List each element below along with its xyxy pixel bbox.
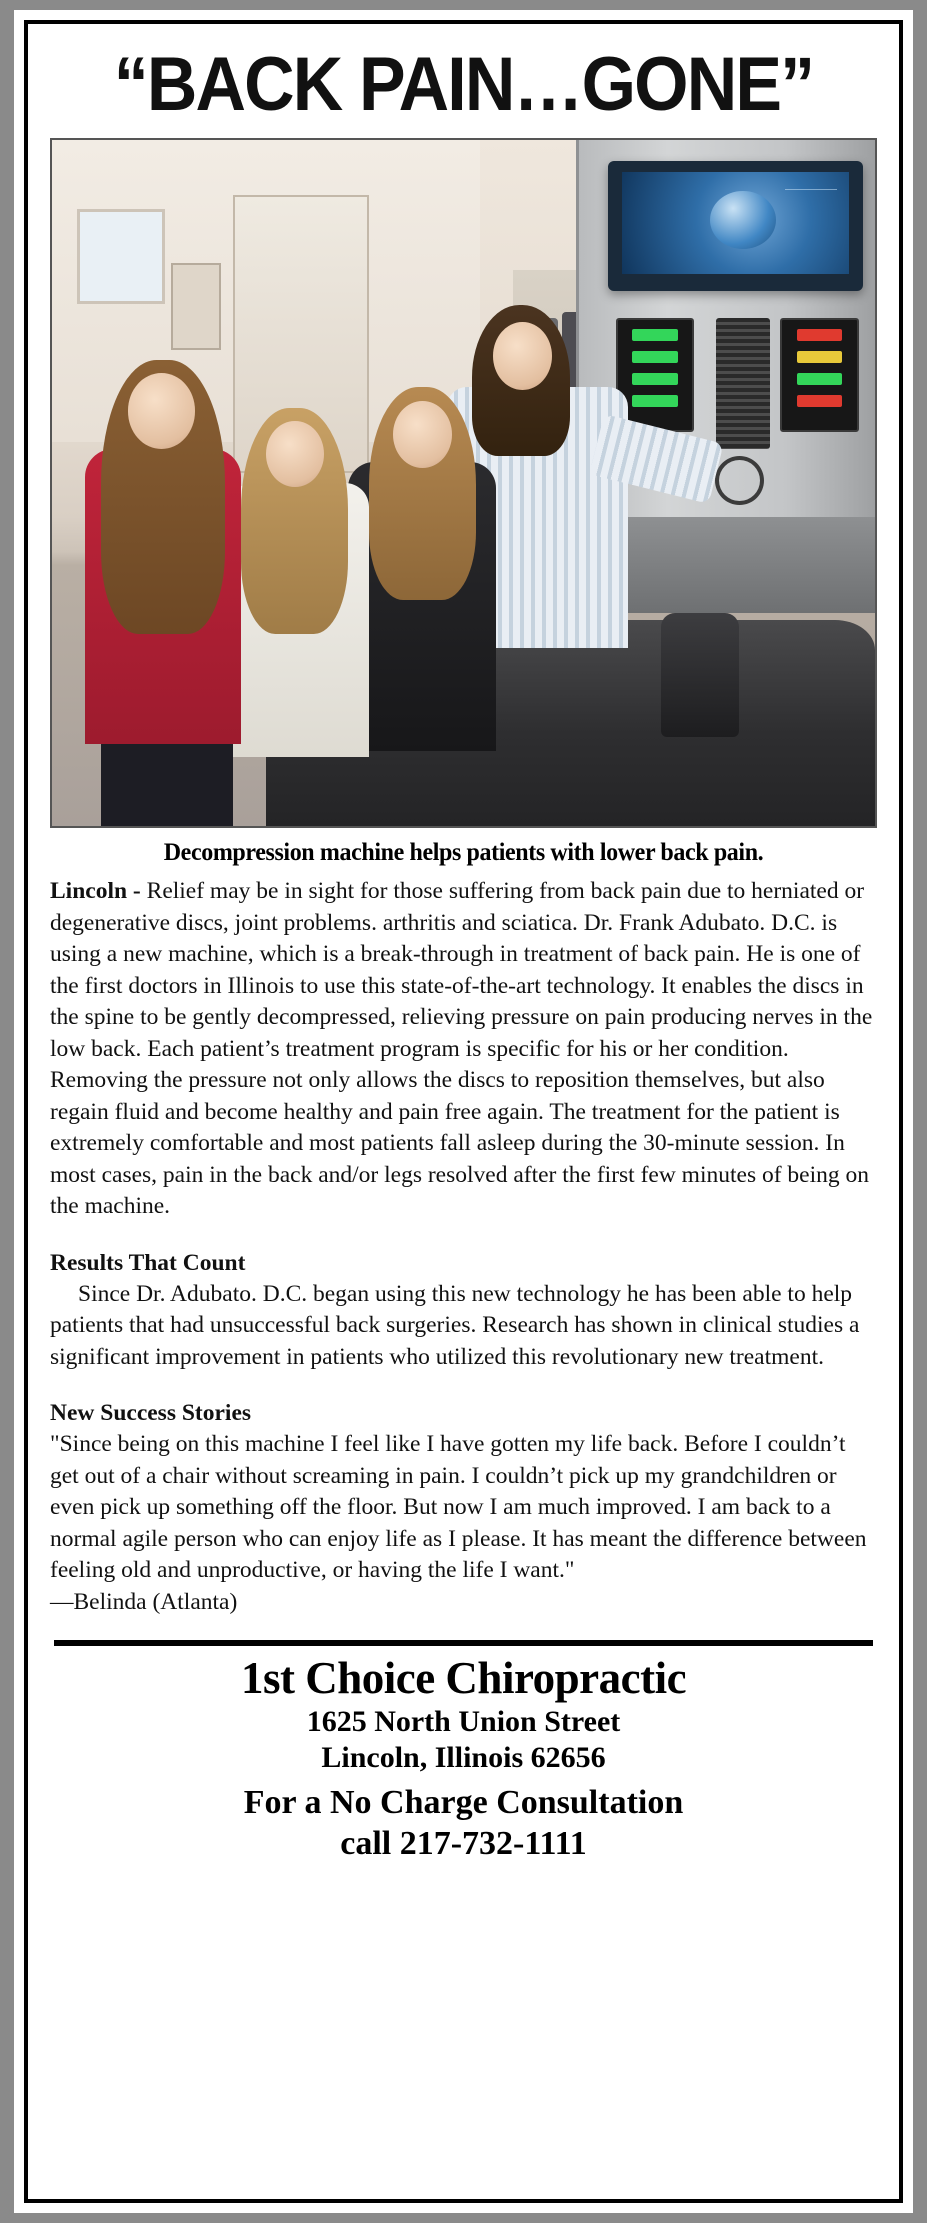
led-indicator bbox=[632, 351, 678, 363]
consultation-cta: For a No Charge Consultation bbox=[243, 1784, 684, 1821]
photo-caption: Decompression machine helps patients with lower back pain. bbox=[163, 839, 764, 866]
photo bbox=[50, 138, 877, 828]
article-body bbox=[50, 876, 877, 1618]
ad-white-margin bbox=[14, 10, 913, 2213]
testimonial-attribution: —Belinda (Atlanta) bbox=[50, 1588, 238, 1615]
divider bbox=[54, 1640, 873, 1646]
page-title: “BACK PAIN…GONE” bbox=[113, 42, 814, 127]
photo-scene bbox=[52, 140, 875, 826]
footer bbox=[50, 1652, 877, 1864]
wall-frame bbox=[171, 263, 220, 349]
phone-number[interactable]: call 217-732-1111 bbox=[340, 1825, 587, 1862]
led-indicator bbox=[797, 395, 843, 407]
led-indicator bbox=[797, 329, 843, 341]
clinic-city-state-zip: Lincoln, Illinois 62656 bbox=[321, 1741, 606, 1774]
led-indicator bbox=[632, 373, 678, 385]
section-heading-results: Results That Count bbox=[50, 1249, 246, 1276]
led-indicator bbox=[632, 395, 678, 407]
led-indicator bbox=[632, 329, 678, 341]
person-head bbox=[266, 421, 324, 487]
led-indicator bbox=[797, 351, 843, 363]
lead-paragraph bbox=[50, 876, 877, 1223]
machine-vent bbox=[716, 318, 769, 448]
machine-handle bbox=[715, 456, 764, 505]
lead-text: Relief may be in sight for those suffering from back pain due to herniated or degenerative discs, joint problems. arthritis and sciatica. Dr. Frank Adubato. D.C. is using a new machine, which is a break-through in treatment of back pain. He is one of the first doctors in Illinois to use this state-of-the-art technology. It enables the discs in the spine to be gently decompressed, relieving pressure on pain producing nerves in the low back. Each patient’s treatment program is specific for his or her condition. Removing the pressure not only allows the discs to reposition themselves, but also regain fluid and become healthy and pain free again. The treatment for the patient is extremely comfortable and most patients fall asleep during the 30-minute session. In most cases, pain in the back and/or legs resolved after the first few minutes of being on the machine. bbox=[50, 878, 873, 1219]
monitor-caption-bar bbox=[785, 189, 837, 191]
window bbox=[77, 209, 165, 304]
section-body-stories: "Since being on this machine I feel like I have gotten my life back. Before I couldn’t get out of a chair without screaming in pain. I couldn’t pick up my grandchildren or even pick up something off the floor. But now I am much improved. I am back to a normal agile person who can enjoy life as I please. It has meant the difference between feeling old and unproductive, or having the life I want." bbox=[50, 1431, 867, 1583]
dateline: Lincoln - bbox=[50, 878, 141, 904]
globe-graphic bbox=[710, 191, 776, 249]
spacer bbox=[50, 1373, 877, 1397]
led-panel-right bbox=[780, 318, 858, 432]
ad-black-frame bbox=[24, 20, 903, 2203]
person-head bbox=[128, 373, 195, 448]
clinic-name: 1st Choice Chiropractic bbox=[240, 1653, 687, 1703]
led-indicator bbox=[797, 373, 843, 385]
section-body-results: Since Dr. Adubato. D.C. began using this new technology he has been able to help patients that had unsuccessful back surgeries. Research has shown in clinical studies a significant improvement in patients who utilized this revolutionary new treatment. bbox=[50, 1280, 860, 1370]
spacer bbox=[50, 1223, 877, 1247]
section-heading-stories: New Success Stories bbox=[50, 1400, 252, 1426]
clinic-street: 1625 North Union Street bbox=[306, 1705, 621, 1738]
person-head bbox=[393, 401, 452, 468]
table-bolster bbox=[661, 613, 739, 736]
